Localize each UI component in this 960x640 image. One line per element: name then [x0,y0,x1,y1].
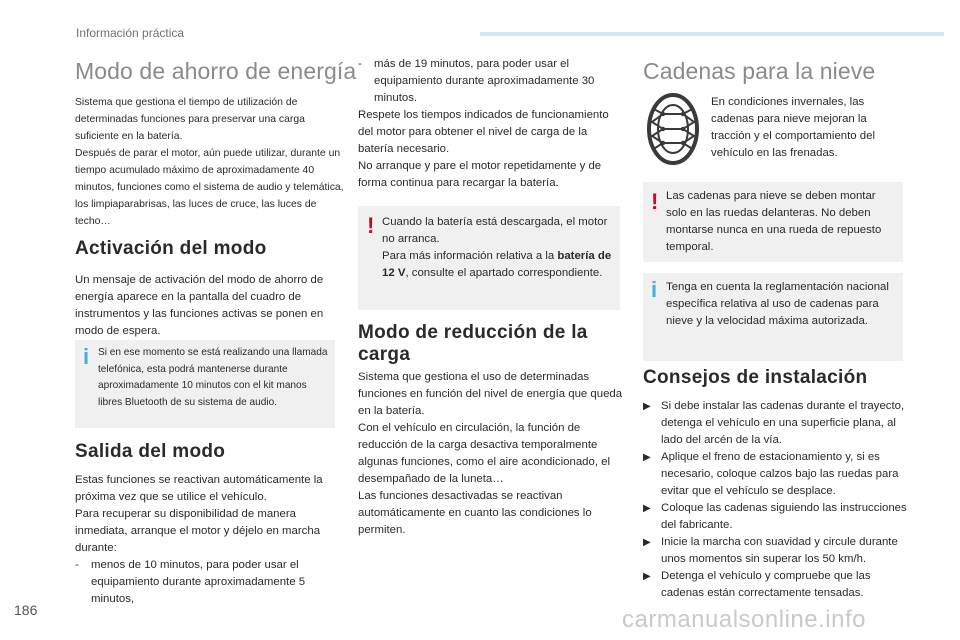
list-item-text: Si debe instalar las cadenas durante el trayecto, detenga el vehículo en una superficie plana, al lado del arcén de la vía. [661,400,905,446]
list-item-text: Detenga el vehículo y compruebe que las cadenas están correctamente tensadas. [661,570,871,599]
list-item [643,568,909,602]
header-bar [480,32,944,36]
bullet-icon: ▶ [643,537,651,548]
warning-text-post: , consulte el apartado correspondiente. [405,267,603,279]
warning-icon: ! [367,213,375,238]
exit-block [75,472,340,608]
exit-paragraph: Para recuperar su disponibilidad de manera inmediata, arranque el motor y déjelo en marcha durante: [75,508,321,554]
info-box-text: Si en ese momento se está realizando una llamada telefónica, esta podrá mantenerse durante aproximadamente 10 minutos con el kit manos libres Bluetooth de su sistema de audio. [98,347,328,408]
list-item [75,557,340,608]
load-paragraph: Con el vehículo en circulación, la función de reducción de la carga desactiva temporalmente algunas funciones, como el aire acondicionado, el desempañado de la luneta… [358,422,611,485]
load-paragraph: Las funciones desactivadas se reactivan automáticamente en cuanto las condiciones lo permiten. [358,490,592,536]
dash-marker: - [358,58,362,70]
intro-paragraph: Después de parar el motor, aún puede utilizar, durante un tiempo acumulado máximo de aproximadamente 40 minutos, funciones como el sistema de audio y telemática, los limpiaparabrisas, las luces de cruce, las luces de techo… [75,148,344,227]
info-box [75,340,335,428]
bullet-icon: ▶ [643,503,651,514]
list-item-text: Inicie la marcha con suavidad y circule durante unos momentos sin superar los 50 km/h. [661,536,898,565]
warning-box-text: Las cadenas para nieve se deben montar solo en las ruedas delanteras. No deben montarse nunca en una rueda de repuesto temporal. [666,190,882,253]
watermark: carmanualsonline.info [622,606,866,633]
tire-chain-icon [643,92,703,166]
chains-intro: En condiciones invernales, las cadenas para nieve mejoran la tracción y el comportamiento del vehículo en las frenadas. [711,96,875,159]
install-steps [643,398,909,602]
exit-title: Salida del modo [75,441,226,462]
list-item [643,500,909,534]
col2-top-block [358,56,620,192]
col2-paragraph: No arranque y pare el motor repetidamente y de forma continua para recargar la batería. [358,160,602,189]
warning-box [358,206,620,310]
page-title: Modo de ahorro de energía [75,58,357,84]
page-number: 186 [14,602,38,618]
warning-line: Cuando la batería está descargada, el motor no arranca. [382,216,608,245]
info-box-text: Tenga en cuenta la reglamentación nacional específica relativa al uso de cadenas para nieve y la velocidad máxima autorizada. [666,281,889,327]
section-header: Información práctica [76,26,185,40]
activation-text: Un mensaje de activación del modo de ahorro de energía aparece en la pantalla del cuadro de instrumentos y las funciones activas se ponen en modo de espera. [75,274,324,337]
list-item-text: Aplique el freno de estacionamiento y, si es necesario, coloque calzos bajo las ruedas para evitar que el vehículo se desplace. [661,451,899,497]
load-block [358,369,623,539]
bullet-icon: ▶ [643,571,651,582]
activation-title: Activación del modo [75,238,267,259]
list-item-text: menos de 10 minutos, para poder usar el equipamiento durante aproximadamente 5 minutos, [91,559,306,605]
list-item [643,534,909,568]
load-paragraph: Sistema que gestiona el uso de determinadas funciones en función del nivel de energía que queda en la batería. [358,371,623,417]
chains-title: Cadenas para la nieve [643,58,876,84]
warning-icon: ! [651,189,659,214]
dash-marker: - [75,559,79,571]
list-item [643,398,909,449]
info-box [643,273,903,361]
warning-box-text [382,214,614,282]
info-icon: i [83,344,90,369]
warning-line [382,248,614,282]
intro-block [75,94,345,230]
list-item [358,56,620,107]
exit-paragraph: Estas funciones se reactivan automáticamente la próxima vez que se utilice el vehículo. [75,474,323,503]
col2-paragraph: Respete los tiempos indicados de funcionamiento del motor para obtener el nivel de carga de la batería necesario. [358,109,609,155]
bullet-icon: ▶ [643,452,651,463]
list-item-text: más de 19 minutos, para poder usar el equipamiento durante aproximadamente 30 minutos. [374,58,595,104]
list-item-text: Coloque las cadenas siguiendo las instrucciones del fabricante. [661,502,907,531]
bullet-icon: ▶ [643,401,651,412]
intro-paragraph: Sistema que gestiona el tiempo de utilización de determinadas funciones para preservar una carga suficiente en la batería. [75,97,305,142]
load-title: Modo de reducción de la carga [358,322,588,365]
warning-box [643,182,903,262]
install-title: Consejos de instalación [643,367,868,388]
warning-text-bold: batería de 12 V [382,250,612,279]
list-item [643,449,909,500]
info-icon: i [651,277,658,302]
warning-text-pre: Para más información relativa a la [382,250,558,262]
